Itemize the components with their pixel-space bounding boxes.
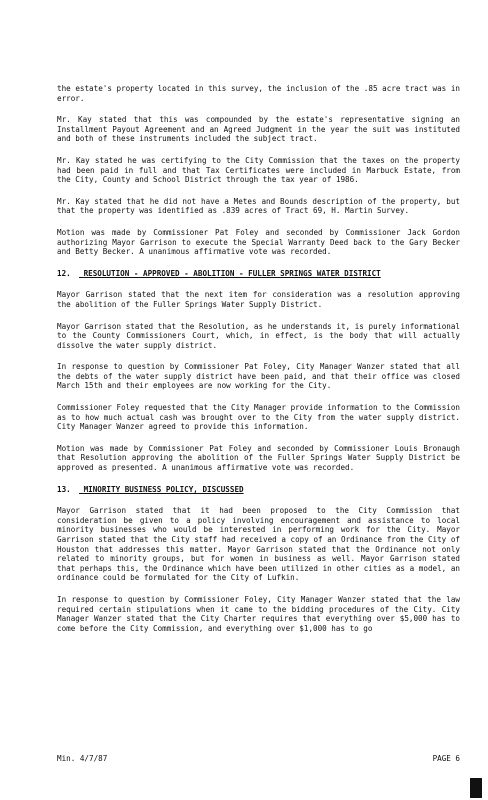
paragraph: Mayor Garrison stated that it had been proposed to the City Commission that consideration be given to a policy involving encouragement and assistance to local minority businesses who would be interested in performing work for the City. Mayor Garrison stated that the City staff had received a copy of an Ordinance from the City of Houston that addresses this matter. Mayor Garrison stated that the Ordinance not only related to minority groups, but for women in business as well. Mayor Garrison stated that perhaps this, the Ordinance which have been utilized in other cities as a model, an ordinance could be formulated for the City of Lufkin. [57, 506, 460, 583]
paragraph: Mr. Kay stated he was certifying to the City Commission that the taxes on the property had been paid in full and that Tax Certificates were included in Marbuck Estate, from the City, County and School District through the tax year of 1986. [57, 155, 460, 185]
section-heading-13 [57, 485, 460, 495]
document-page [57, 84, 460, 645]
footer-date: Min. 4/7/87 [57, 754, 108, 763]
paragraph: Mayor Garrison stated that the Resolution, as he understands it, is purely informational to the County Commissioners Court, which, in effect, is the body that will actually dissolve the water supply district. [57, 321, 460, 350]
paragraph: In response to question by Commissioner Pat Foley, City Manager Wanzer stated that all the debts of the water supply district have been paid, and that their office was closed March 15th and their employees are now working for the City. [57, 362, 460, 391]
paragraph: the estate's property located in this survey, the inclusion of the .85 acre tract was in error. [57, 84, 460, 103]
scan-artifact [470, 778, 482, 798]
paragraph: In response to question by Commissioner Foley, City Manager Wanzer stated that the law required certain stipulations when it came to the bidding procedures of the City. City Manager Wanzer stated that the City Charter requires that everything over $5,000 has to come before the City Commission, and everything over $1,000 has to go [57, 594, 460, 633]
section-title: MINORITY BUSINESS POLICY, DISCUSSED [83, 484, 244, 494]
paragraph: Motion was made by Commissioner Pat Foley and seconded by Commissioner Louis Bronaugh that Resolution approving the abolition of the Fuller Springs Water Supply District be approved as presented. A unanimous affirmative vote was recorded. [57, 443, 460, 473]
paragraph: Mr. Kay stated that he did not have a Metes and Bounds description of the property, but that the property was identified as .839 acres of Tract 69, H. Martin Survey. [57, 196, 460, 216]
section-heading-12 [57, 269, 460, 279]
paragraph: Mayor Garrison stated that the next item for consideration was a resolution approving the abolition of the Fuller Springs Water Supply District. [57, 290, 460, 309]
section-number: 12. [57, 268, 71, 278]
paragraph: Commissioner Foley requested that the City Manager provide information to the Commission as to how much actual cash was brought over to the City from the water supply district. City Manager Wanzer agreed to provide this information. [57, 403, 460, 432]
section-number: 13. [57, 484, 71, 494]
paragraph: Motion was made by Commissioner Pat Foley and seconded by Commissioner Jack Gordon authorizing Mayor Garrison to execute the Special Warranty Deed back to the Gary Becker and Betty Becker. A unanimous affirmative vote was recorded. [57, 227, 460, 257]
paragraph: Mr. Kay stated that this was compounded by the estate's representative signing an Installment Payout Agreement and an Agreed Judgment in the year the suit was instituted and both of these instruments included the subject tract. [57, 115, 460, 144]
section-title: RESOLUTION - APPROVED - ABOLITION - FULLER SPRINGS WATER DISTRICT [83, 268, 381, 278]
page-footer [57, 754, 460, 764]
page-number: PAGE 6 [432, 754, 460, 763]
